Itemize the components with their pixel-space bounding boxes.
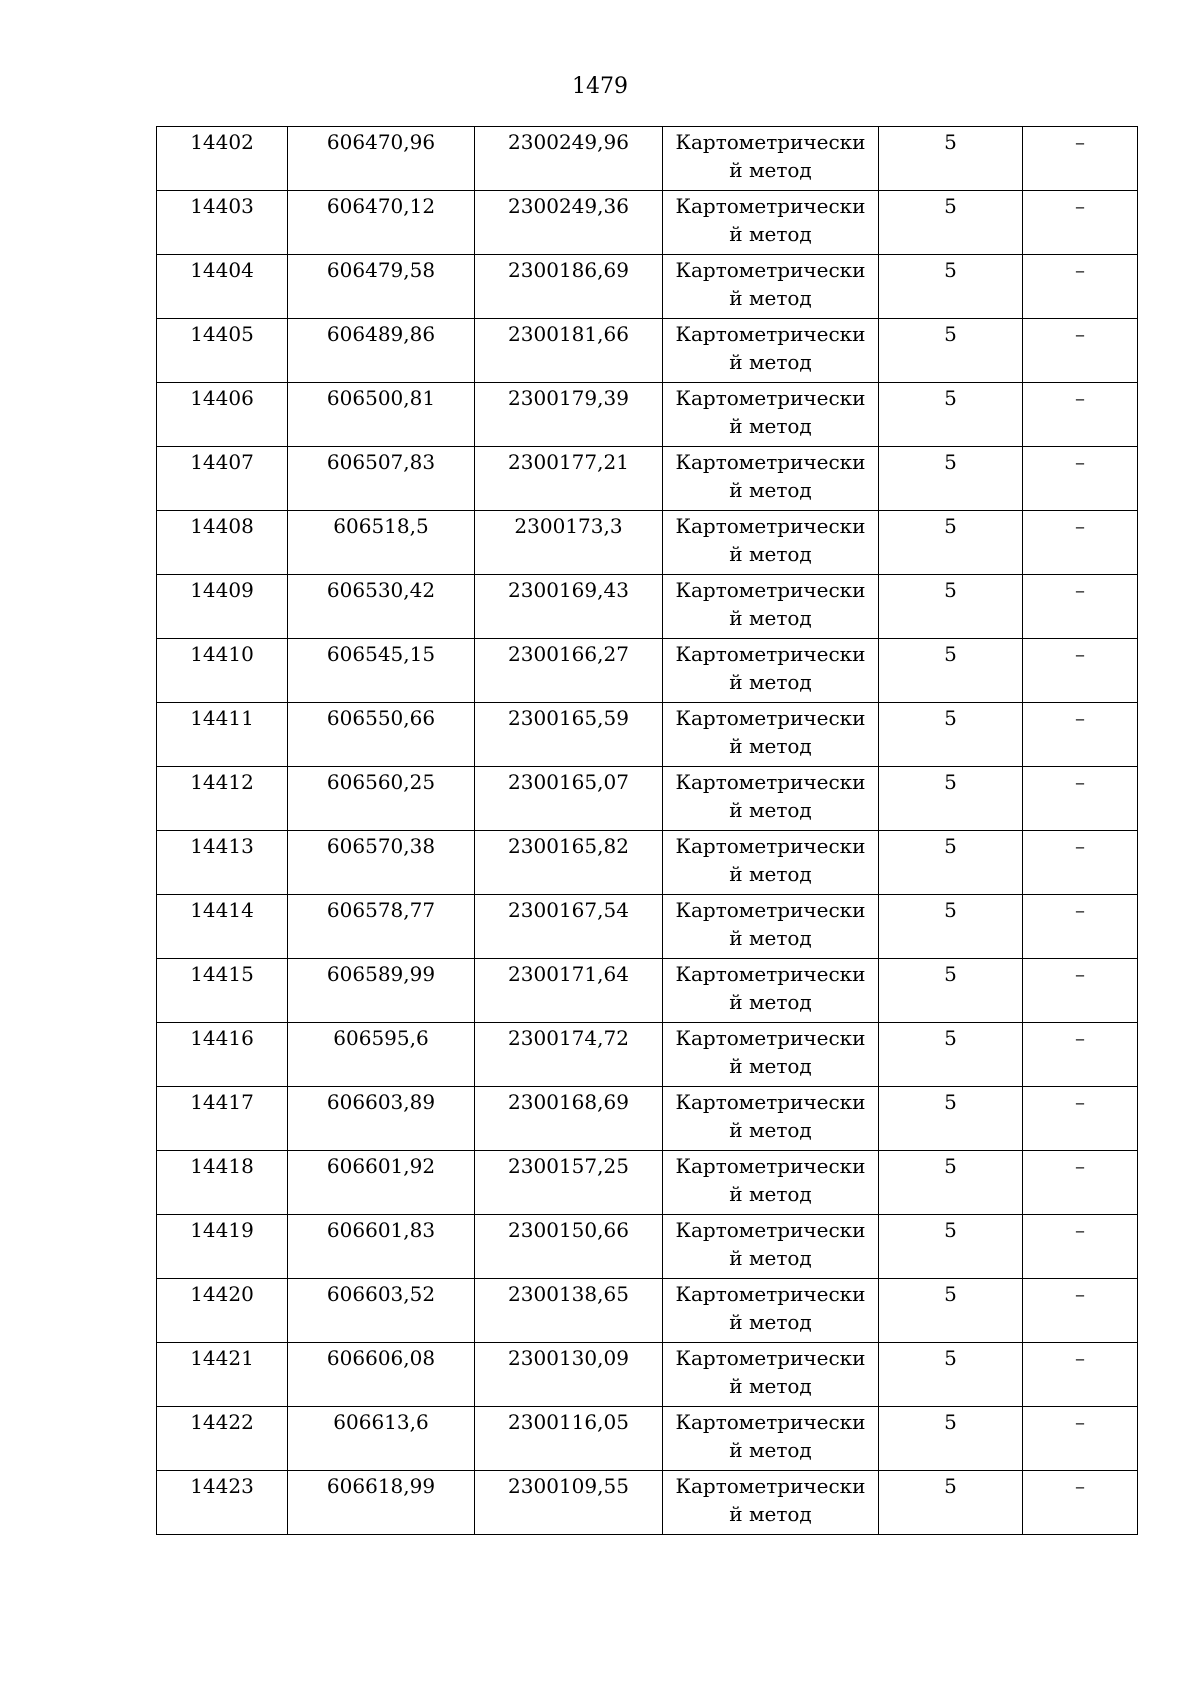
accuracy-cell-text: 5	[944, 1026, 957, 1050]
table-row	[157, 1471, 1138, 1535]
note-cell-text: –	[1075, 130, 1085, 154]
table-row	[157, 1023, 1138, 1087]
point-id-cell	[157, 1471, 288, 1535]
coordinates-table	[156, 126, 1138, 1535]
accuracy-cell	[879, 1151, 1023, 1215]
accuracy-cell	[879, 767, 1023, 831]
accuracy-cell	[879, 575, 1023, 639]
accuracy-cell	[879, 1343, 1023, 1407]
note-cell	[1023, 1279, 1138, 1343]
x-coordinate-cell	[288, 1087, 475, 1151]
table-row	[157, 575, 1138, 639]
point-id-cell-text: 14419	[190, 1218, 254, 1242]
note-cell	[1023, 447, 1138, 511]
point-id-cell-text: 14404	[190, 258, 254, 282]
y-coordinate-cell-text: 2300167,54	[508, 898, 629, 922]
note-cell-text: –	[1075, 962, 1085, 986]
note-cell	[1023, 1151, 1138, 1215]
x-coordinate-cell-text: 606489,86	[326, 322, 436, 346]
note-cell-text: –	[1075, 706, 1085, 730]
note-cell	[1023, 1407, 1138, 1471]
method-cell-text: Картометрически й метод	[675, 450, 866, 502]
method-cell-text: Картометрически й метод	[675, 194, 866, 246]
accuracy-cell	[879, 1087, 1023, 1151]
accuracy-cell-text: 5	[944, 770, 957, 794]
method-cell-text: Картометрически й метод	[675, 770, 866, 822]
method-cell	[663, 703, 879, 767]
method-cell-text: Картометрически й метод	[675, 1410, 866, 1462]
y-coordinate-cell	[475, 767, 663, 831]
point-id-cell-text: 14409	[190, 578, 254, 602]
table-row	[157, 767, 1138, 831]
x-coordinate-cell-text: 606530,42	[326, 578, 436, 602]
method-cell-text: Картометрически й метод	[675, 322, 866, 374]
note-cell-text: –	[1075, 642, 1085, 666]
method-cell	[663, 831, 879, 895]
accuracy-cell	[879, 639, 1023, 703]
method-cell-text: Картометрически й метод	[675, 1474, 866, 1526]
x-coordinate-cell	[288, 511, 475, 575]
method-cell-text: Картометрически й метод	[675, 258, 866, 310]
accuracy-cell-text: 5	[944, 1346, 957, 1370]
x-coordinate-cell	[288, 703, 475, 767]
method-cell	[663, 255, 879, 319]
table-row	[157, 1087, 1138, 1151]
table-row	[157, 319, 1138, 383]
point-id-cell	[157, 703, 288, 767]
accuracy-cell-text: 5	[944, 642, 957, 666]
y-coordinate-cell-text: 2300249,36	[508, 194, 629, 218]
table-row	[157, 959, 1138, 1023]
accuracy-cell-text: 5	[944, 258, 957, 282]
x-coordinate-cell-text: 606570,38	[326, 834, 436, 858]
note-cell	[1023, 511, 1138, 575]
y-coordinate-cell-text: 2300165,82	[508, 834, 629, 858]
x-coordinate-cell	[288, 767, 475, 831]
point-id-cell-text: 14411	[190, 706, 254, 730]
note-cell	[1023, 575, 1138, 639]
accuracy-cell	[879, 255, 1023, 319]
note-cell	[1023, 639, 1138, 703]
note-cell-text: –	[1075, 194, 1085, 218]
accuracy-cell-text: 5	[944, 1218, 957, 1242]
y-coordinate-cell	[475, 383, 663, 447]
point-id-cell-text: 14417	[190, 1090, 254, 1114]
point-id-cell	[157, 767, 288, 831]
point-id-cell-text: 14402	[190, 130, 254, 154]
point-id-cell-text: 14408	[190, 514, 254, 538]
accuracy-cell-text: 5	[944, 962, 957, 986]
note-cell-text: –	[1075, 1282, 1085, 1306]
accuracy-cell	[879, 895, 1023, 959]
point-id-cell	[157, 191, 288, 255]
point-id-cell	[157, 127, 288, 191]
x-coordinate-cell-text: 606470,12	[326, 194, 436, 218]
x-coordinate-cell	[288, 1407, 475, 1471]
note-cell-text: –	[1075, 514, 1085, 538]
table-row	[157, 1343, 1138, 1407]
note-cell-text: –	[1075, 834, 1085, 858]
x-coordinate-cell	[288, 1279, 475, 1343]
note-cell	[1023, 959, 1138, 1023]
point-id-cell-text: 14414	[190, 898, 254, 922]
point-id-cell	[157, 1215, 288, 1279]
note-cell-text: –	[1075, 898, 1085, 922]
x-coordinate-cell	[288, 575, 475, 639]
note-cell-text: –	[1075, 1410, 1085, 1434]
accuracy-cell-text: 5	[944, 1410, 957, 1434]
y-coordinate-cell	[475, 319, 663, 383]
accuracy-cell-text: 5	[944, 834, 957, 858]
y-coordinate-cell-text: 2300109,55	[508, 1474, 629, 1498]
table-row	[157, 831, 1138, 895]
method-cell-text: Картометрически й метод	[675, 1346, 866, 1398]
x-coordinate-cell	[288, 895, 475, 959]
accuracy-cell	[879, 511, 1023, 575]
x-coordinate-cell-text: 606603,89	[326, 1090, 436, 1114]
method-cell	[663, 959, 879, 1023]
note-cell-text: –	[1075, 1346, 1085, 1370]
x-coordinate-cell-text: 606606,08	[326, 1346, 436, 1370]
method-cell	[663, 639, 879, 703]
method-cell-text: Картометрически й метод	[675, 898, 866, 950]
x-coordinate-cell-text: 606500,81	[326, 386, 436, 410]
accuracy-cell	[879, 703, 1023, 767]
accuracy-cell	[879, 959, 1023, 1023]
method-cell	[663, 1471, 879, 1535]
y-coordinate-cell-text: 2300174,72	[508, 1026, 629, 1050]
table-row	[157, 1151, 1138, 1215]
note-cell	[1023, 895, 1138, 959]
method-cell-text: Картометрически й метод	[675, 130, 866, 182]
point-id-cell-text: 14415	[190, 962, 254, 986]
note-cell-text: –	[1075, 1154, 1085, 1178]
y-coordinate-cell-text: 2300116,05	[508, 1410, 629, 1434]
x-coordinate-cell-text: 606545,15	[326, 642, 436, 666]
accuracy-cell	[879, 383, 1023, 447]
x-coordinate-cell	[288, 127, 475, 191]
accuracy-cell-text: 5	[944, 1282, 957, 1306]
note-cell	[1023, 319, 1138, 383]
x-coordinate-cell-text: 606601,92	[326, 1154, 436, 1178]
y-coordinate-cell	[475, 831, 663, 895]
table-row	[157, 1215, 1138, 1279]
y-coordinate-cell-text: 2300171,64	[508, 962, 629, 986]
method-cell	[663, 1023, 879, 1087]
table-row	[157, 703, 1138, 767]
y-coordinate-cell-text: 2300138,65	[508, 1282, 629, 1306]
y-coordinate-cell	[475, 639, 663, 703]
method-cell	[663, 191, 879, 255]
y-coordinate-cell	[475, 959, 663, 1023]
point-id-cell-text: 14412	[190, 770, 254, 794]
x-coordinate-cell	[288, 447, 475, 511]
table-row	[157, 639, 1138, 703]
x-coordinate-cell	[288, 831, 475, 895]
point-id-cell	[157, 1343, 288, 1407]
method-cell	[663, 1215, 879, 1279]
note-cell-text: –	[1075, 770, 1085, 794]
point-id-cell-text: 14420	[190, 1282, 254, 1306]
table-body	[157, 127, 1138, 1535]
accuracy-cell-text: 5	[944, 898, 957, 922]
point-id-cell-text: 14416	[190, 1026, 254, 1050]
note-cell-text: –	[1075, 386, 1085, 410]
y-coordinate-cell	[475, 1279, 663, 1343]
y-coordinate-cell-text: 2300150,66	[508, 1218, 629, 1242]
y-coordinate-cell	[475, 191, 663, 255]
point-id-cell	[157, 1279, 288, 1343]
y-coordinate-cell-text: 2300169,43	[508, 578, 629, 602]
point-id-cell	[157, 639, 288, 703]
x-coordinate-cell-text: 606560,25	[326, 770, 436, 794]
method-cell-text: Картометрически й метод	[675, 706, 866, 758]
x-coordinate-cell-text: 606578,77	[326, 898, 436, 922]
point-id-cell	[157, 1151, 288, 1215]
point-id-cell	[157, 511, 288, 575]
method-cell	[663, 127, 879, 191]
y-coordinate-cell	[475, 895, 663, 959]
x-coordinate-cell	[288, 639, 475, 703]
accuracy-cell	[879, 191, 1023, 255]
point-id-cell	[157, 1407, 288, 1471]
y-coordinate-cell	[475, 575, 663, 639]
method-cell	[663, 319, 879, 383]
x-coordinate-cell-text: 606595,6	[333, 1026, 429, 1050]
note-cell-text: –	[1075, 450, 1085, 474]
x-coordinate-cell	[288, 1151, 475, 1215]
method-cell	[663, 1279, 879, 1343]
x-coordinate-cell	[288, 1343, 475, 1407]
method-cell	[663, 575, 879, 639]
y-coordinate-cell-text: 2300165,07	[508, 770, 629, 794]
note-cell	[1023, 1087, 1138, 1151]
accuracy-cell	[879, 1279, 1023, 1343]
point-id-cell-text: 14422	[190, 1410, 254, 1434]
accuracy-cell-text: 5	[944, 386, 957, 410]
table-row	[157, 511, 1138, 575]
y-coordinate-cell	[475, 1407, 663, 1471]
y-coordinate-cell-text: 2300157,25	[508, 1154, 629, 1178]
note-cell	[1023, 1215, 1138, 1279]
y-coordinate-cell-text: 2300173,3	[514, 514, 623, 538]
y-coordinate-cell	[475, 1471, 663, 1535]
point-id-cell	[157, 447, 288, 511]
y-coordinate-cell-text: 2300177,21	[508, 450, 629, 474]
y-coordinate-cell	[475, 1087, 663, 1151]
y-coordinate-cell	[475, 1023, 663, 1087]
note-cell-text: –	[1075, 1218, 1085, 1242]
y-coordinate-cell-text: 2300166,27	[508, 642, 629, 666]
y-coordinate-cell	[475, 1215, 663, 1279]
point-id-cell-text: 14421	[190, 1346, 254, 1370]
x-coordinate-cell	[288, 1023, 475, 1087]
y-coordinate-cell-text: 2300181,66	[508, 322, 629, 346]
accuracy-cell	[879, 127, 1023, 191]
method-cell	[663, 1407, 879, 1471]
y-coordinate-cell-text: 2300179,39	[508, 386, 629, 410]
x-coordinate-cell	[288, 1215, 475, 1279]
y-coordinate-cell-text: 2300186,69	[508, 258, 629, 282]
point-id-cell	[157, 255, 288, 319]
accuracy-cell	[879, 1471, 1023, 1535]
y-coordinate-cell	[475, 1151, 663, 1215]
x-coordinate-cell-text: 606518,5	[333, 514, 429, 538]
method-cell-text: Картометрически й метод	[675, 1154, 866, 1206]
accuracy-cell-text: 5	[944, 194, 957, 218]
table-row	[157, 1407, 1138, 1471]
accuracy-cell	[879, 1023, 1023, 1087]
note-cell-text: –	[1075, 258, 1085, 282]
y-coordinate-cell	[475, 511, 663, 575]
note-cell	[1023, 767, 1138, 831]
table-row	[157, 383, 1138, 447]
y-coordinate-cell	[475, 127, 663, 191]
y-coordinate-cell	[475, 703, 663, 767]
y-coordinate-cell-text: 2300165,59	[508, 706, 629, 730]
x-coordinate-cell-text: 606618,99	[326, 1474, 436, 1498]
note-cell-text: –	[1075, 1026, 1085, 1050]
note-cell-text: –	[1075, 1090, 1085, 1114]
x-coordinate-cell	[288, 1471, 475, 1535]
method-cell-text: Картометрически й метод	[675, 642, 866, 694]
note-cell	[1023, 383, 1138, 447]
point-id-cell-text: 14406	[190, 386, 254, 410]
accuracy-cell-text: 5	[944, 514, 957, 538]
point-id-cell-text: 14405	[190, 322, 254, 346]
table-row	[157, 447, 1138, 511]
note-cell-text: –	[1075, 322, 1085, 346]
x-coordinate-cell	[288, 959, 475, 1023]
point-id-cell-text: 14413	[190, 834, 254, 858]
accuracy-cell-text: 5	[944, 322, 957, 346]
x-coordinate-cell-text: 606589,99	[326, 962, 436, 986]
table-row	[157, 895, 1138, 959]
method-cell	[663, 767, 879, 831]
table-row	[157, 191, 1138, 255]
point-id-cell-text: 14418	[190, 1154, 254, 1178]
method-cell	[663, 1087, 879, 1151]
method-cell-text: Картометрически й метод	[675, 1090, 866, 1142]
method-cell-text: Картометрически й метод	[675, 834, 866, 886]
note-cell	[1023, 127, 1138, 191]
method-cell	[663, 447, 879, 511]
x-coordinate-cell	[288, 191, 475, 255]
y-coordinate-cell-text: 2300249,96	[508, 130, 629, 154]
note-cell-text: –	[1075, 578, 1085, 602]
point-id-cell	[157, 895, 288, 959]
table-row	[157, 255, 1138, 319]
x-coordinate-cell-text: 606479,58	[326, 258, 436, 282]
point-id-cell	[157, 959, 288, 1023]
accuracy-cell	[879, 1407, 1023, 1471]
x-coordinate-cell-text: 606613,6	[333, 1410, 429, 1434]
accuracy-cell	[879, 319, 1023, 383]
note-cell	[1023, 831, 1138, 895]
y-coordinate-cell-text: 2300130,09	[508, 1346, 629, 1370]
y-coordinate-cell	[475, 255, 663, 319]
accuracy-cell-text: 5	[944, 578, 957, 602]
x-coordinate-cell-text: 606603,52	[326, 1282, 436, 1306]
y-coordinate-cell	[475, 447, 663, 511]
accuracy-cell-text: 5	[944, 1474, 957, 1498]
note-cell-text: –	[1075, 1474, 1085, 1498]
accuracy-cell	[879, 1215, 1023, 1279]
accuracy-cell	[879, 831, 1023, 895]
note-cell	[1023, 1023, 1138, 1087]
point-id-cell	[157, 383, 288, 447]
method-cell	[663, 383, 879, 447]
method-cell-text: Картометрически й метод	[675, 578, 866, 630]
x-coordinate-cell	[288, 319, 475, 383]
accuracy-cell-text: 5	[944, 706, 957, 730]
x-coordinate-cell	[288, 383, 475, 447]
x-coordinate-cell	[288, 255, 475, 319]
table-row	[157, 1279, 1138, 1343]
point-id-cell	[157, 1087, 288, 1151]
x-coordinate-cell-text: 606507,83	[326, 450, 436, 474]
method-cell-text: Картометрически й метод	[675, 962, 866, 1014]
point-id-cell-text: 14410	[190, 642, 254, 666]
method-cell-text: Картометрически й метод	[675, 1218, 866, 1270]
accuracy-cell-text: 5	[944, 450, 957, 474]
method-cell	[663, 895, 879, 959]
note-cell	[1023, 1343, 1138, 1407]
x-coordinate-cell-text: 606550,66	[326, 706, 436, 730]
note-cell	[1023, 191, 1138, 255]
point-id-cell	[157, 1023, 288, 1087]
point-id-cell	[157, 831, 288, 895]
point-id-cell-text: 14403	[190, 194, 254, 218]
accuracy-cell-text: 5	[944, 130, 957, 154]
method-cell-text: Картометрически й метод	[675, 386, 866, 438]
x-coordinate-cell-text: 606470,96	[326, 130, 436, 154]
method-cell	[663, 511, 879, 575]
accuracy-cell	[879, 447, 1023, 511]
y-coordinate-cell	[475, 1343, 663, 1407]
point-id-cell-text: 14407	[190, 450, 254, 474]
table-row	[157, 127, 1138, 191]
page-number: 1479	[572, 74, 628, 99]
point-id-cell	[157, 575, 288, 639]
method-cell-text: Картометрически й метод	[675, 1282, 866, 1334]
accuracy-cell-text: 5	[944, 1154, 957, 1178]
method-cell	[663, 1343, 879, 1407]
method-cell	[663, 1151, 879, 1215]
point-id-cell	[157, 319, 288, 383]
x-coordinate-cell-text: 606601,83	[326, 1218, 436, 1242]
method-cell-text: Картометрически й метод	[675, 1026, 866, 1078]
note-cell	[1023, 703, 1138, 767]
note-cell	[1023, 1471, 1138, 1535]
note-cell	[1023, 255, 1138, 319]
y-coordinate-cell-text: 2300168,69	[508, 1090, 629, 1114]
point-id-cell-text: 14423	[190, 1474, 254, 1498]
accuracy-cell-text: 5	[944, 1090, 957, 1114]
method-cell-text: Картометрически й метод	[675, 514, 866, 566]
